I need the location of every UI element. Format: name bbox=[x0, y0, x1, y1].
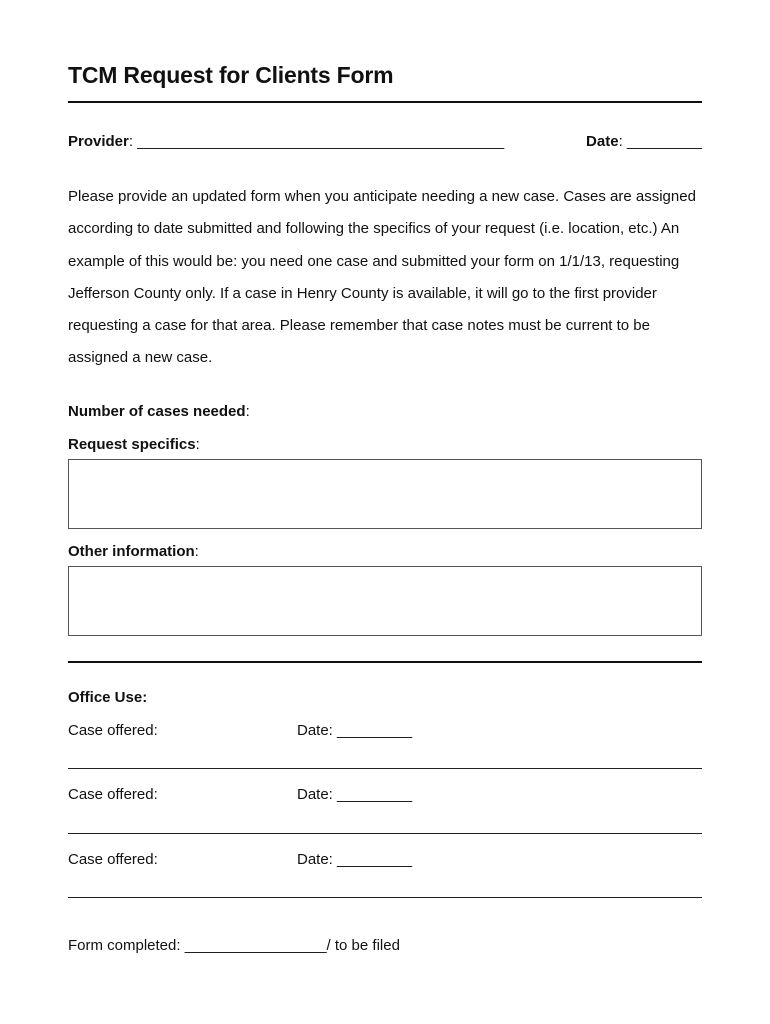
form-completed-label: Form completed: bbox=[68, 937, 185, 954]
case-date-field[interactable]: Date: _________ bbox=[297, 722, 413, 739]
date-field[interactable]: Date: _________ bbox=[586, 133, 702, 150]
to-be-filed-text: / to be filed bbox=[326, 937, 400, 954]
form-completed-blank: _________________ bbox=[184, 937, 327, 954]
form-completed-row[interactable] bbox=[68, 937, 702, 954]
request-specifics-label: Request specifics bbox=[68, 436, 196, 453]
title-divider bbox=[68, 101, 702, 103]
other-information-label: Other information bbox=[68, 543, 195, 560]
office-use-heading: Office Use: bbox=[68, 689, 148, 706]
other-information-heading: Other information: bbox=[68, 543, 199, 560]
cases-needed-field[interactable]: Number of cases needed: bbox=[68, 403, 250, 420]
case-offered-label: Case offered: bbox=[68, 851, 158, 868]
case-offered-label: Case offered: bbox=[68, 786, 158, 803]
case-notes-line[interactable] bbox=[68, 897, 702, 898]
office-use-divider bbox=[68, 661, 702, 663]
case-notes-line[interactable] bbox=[68, 768, 702, 769]
case-date-field[interactable]: Date: _________ bbox=[297, 851, 413, 868]
form-title: TCM Request for Clients Form bbox=[68, 62, 394, 88]
case-offered-row bbox=[68, 786, 702, 803]
provider-label: Provider bbox=[68, 133, 129, 150]
case-offered-label: Case offered: bbox=[68, 722, 158, 739]
date-blank: _________ bbox=[626, 133, 702, 150]
case-date-field[interactable]: Date: _________ bbox=[297, 786, 413, 803]
case-offered-row bbox=[68, 722, 702, 739]
other-information-box[interactable] bbox=[68, 566, 702, 636]
provider-date-row bbox=[68, 133, 702, 150]
case-notes-line[interactable] bbox=[68, 833, 702, 834]
request-specifics-box[interactable] bbox=[68, 459, 702, 529]
case-offered-row bbox=[68, 851, 702, 868]
instructions-paragraph: Please provide an updated form when you anticipate needing a new case. Cases are assigned according to date submitted and following the specifics of your request (i.e. location, etc.) An example of this would be: you need one case and submitted your form on 1/1/13, requesting Jefferson County only. If a case in Henry County is available, it will go to the first provider requesting a case for that area. Please remember that case notes must be current to be assigned a new case. bbox=[68, 188, 696, 367]
cases-needed-label: Number of cases needed bbox=[68, 403, 246, 420]
provider-blank: ____________________________________________ bbox=[137, 133, 505, 150]
provider-field[interactable]: Provider: ____________________________________________ bbox=[68, 133, 505, 150]
request-specifics-heading: Request specifics: bbox=[68, 436, 200, 453]
date-label: Date bbox=[586, 133, 619, 150]
